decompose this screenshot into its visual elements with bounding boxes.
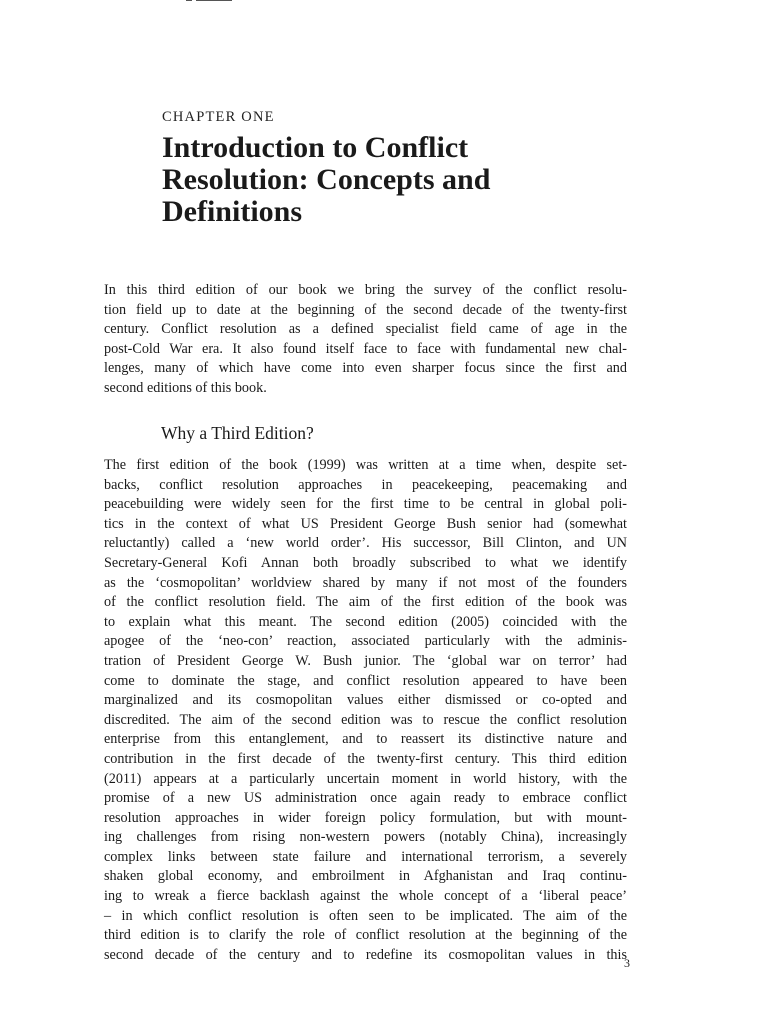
text-line: tion field up to date at the beginning of the second decade of the twenty-first xyxy=(104,301,627,318)
text-line: promise of a new US administration once again ready to embrace conflict xyxy=(104,790,627,807)
text-line: post-Cold War era. It also found itself face to face with fundamental new chal- xyxy=(104,340,627,357)
text-line: ing to wreak a fierce backlash against the whole concept of a ‘liberal peace’ xyxy=(104,888,627,905)
text-line: marginalized and its cosmopolitan values either dismissed or co-opted and xyxy=(104,692,627,709)
text-line: backs, conflict resolution approaches in peacekeeping, peacemaking and xyxy=(104,476,627,493)
text-line: enterprise from this entanglement, and to reassert its distinctive nature and xyxy=(104,731,627,748)
top-edge-marks xyxy=(186,0,232,3)
text-line: century. Conflict resolution as a defined specialist field came of age in the xyxy=(104,321,627,338)
text-line: reluctantly) called a ‘new world order’. His successor, Bill Clinton, and UN xyxy=(104,535,627,552)
text-line: ing challenges from rising non-western powers (notably China), increasingly xyxy=(104,829,627,846)
section-heading: Why a Third Edition? xyxy=(161,423,314,443)
text-line: to explain what this meant. The second edition (2005) coincided with the xyxy=(104,613,627,630)
text-line: tics in the context of what US President George Bush senior had (somewhat xyxy=(104,515,627,532)
text-line: lenges, many of which have come into even sharper focus since the first and xyxy=(104,360,627,377)
text-line: discredited. The aim of the second edition was to rescue the conflict resolution xyxy=(104,711,627,728)
chapter-title-line: Resolution: Concepts and xyxy=(162,163,491,196)
text-line: complex links between state failure and international terrorism, a severely xyxy=(104,848,627,865)
text-line: of the conflict resolution field. The aim of the first edition of the book was xyxy=(104,594,627,611)
text-line: contribution in the first decade of the twenty-first century. This third edition xyxy=(104,750,627,767)
chapter-label: CHAPTER ONE xyxy=(162,109,275,125)
chapter-title-line: Definitions xyxy=(162,195,303,228)
text-line: Secretary-General Kofi Annan both broadly subscribed to what we identify xyxy=(104,554,627,571)
text-line: In this third edition of our book we bring the survey of the conflict resolu- xyxy=(104,282,627,298)
intro-paragraph xyxy=(104,281,627,399)
text-line: second editions of this book. xyxy=(104,379,267,396)
body-paragraph xyxy=(104,456,627,965)
text-line: peacebuilding were widely seen for the first time to be central in global poli- xyxy=(104,496,627,513)
text-line: (2011) appears at a particularly uncertain moment in world history, with the xyxy=(104,770,627,787)
text-line: shaken global economy, and embroilment in Afghanistan and Iraq continu- xyxy=(104,868,627,885)
chapter-title xyxy=(162,132,682,228)
text-line: tration of President George W. Bush junior. The ‘global war on terror’ had xyxy=(104,652,627,669)
text-line: third edition is to clarify the role of conflict resolution at the beginning of the xyxy=(104,927,627,944)
text-line: apogee of the ‘neo-con’ reaction, associated particularly with the adminis- xyxy=(104,633,627,650)
text-line: – in which conflict resolution is often seen to be implicated. The aim of the xyxy=(104,907,627,924)
text-line: resolution approaches in wider foreign policy formulation, but with mount- xyxy=(104,809,627,826)
text-line: come to dominate the stage, and conflict resolution appeared to have been xyxy=(104,672,627,689)
text-line: as the ‘cosmopolitan’ worldview shared by many if not most of the founders xyxy=(104,574,627,591)
text-line: second decade of the century and to redefine its cosmopolitan values in this xyxy=(104,946,627,963)
chapter-title-line: Introduction to Conflict xyxy=(162,131,469,164)
page-number: 3 xyxy=(624,956,630,970)
text-line: The first edition of the book (1999) was written at a time when, despite set- xyxy=(104,457,627,473)
